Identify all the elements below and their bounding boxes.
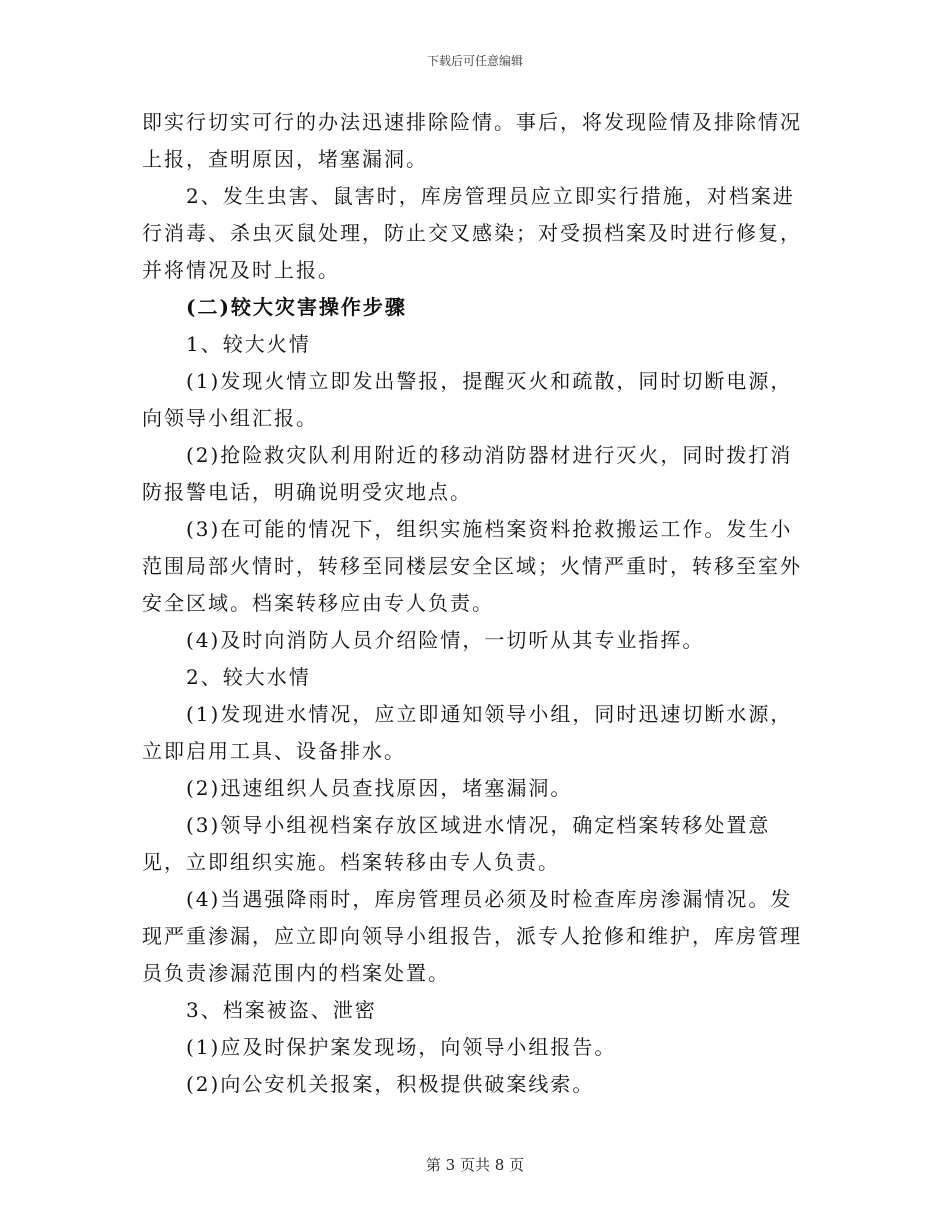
paragraph: (1)应及时保护案发现场，向领导小组报告。 — [186, 1035, 617, 1059]
paragraph: (2)抢险救灾队利用附近的移动消防器材进行灭火，同时拨打消防报警电话，明确说明受灾地点。 — [142, 443, 793, 504]
paragraph: (3)在可能的情况下，组织实施档案资料抢救搬运工作。发生小范围局部火情时，转移至同楼层安全区域；火情严重时，转移至室外安全区域。档案转移应由专人负责。 — [142, 517, 802, 615]
paragraph: (3)领导小组视档案存放区域进水情况，确定档案转移处置意见，立即组织实施。档案转移由专人负责。 — [142, 813, 771, 874]
paragraph: (4)当遇强降雨时，库房管理员必须及时检查库房渗漏情况。发现严重渗漏，应立即向领导小组报告，派专人抢修和维护，库房管理员负责渗漏范围内的档案处置。 — [142, 887, 802, 985]
paragraph: 2、发生虫害、鼠害时，库房管理员应立即实行措施，对档案进行消毒、杀虫灭鼠处理，防止交叉感染；对受损档案及时进行修复，并将情况及时上报。 — [142, 184, 802, 282]
subsection-heading: 3、档案被盗、泄密 — [186, 998, 377, 1022]
paragraph: (2)向公安机关报案，积极提供破案线索。 — [186, 1072, 595, 1096]
subsection-heading: 1、较大火情 — [186, 332, 311, 356]
page-number: 第 3 页共 8 页 — [425, 1156, 525, 1174]
paragraph: (1)发现进水情况，应立即通知领导小组，同时迅速切断水源，立即启用工具、设备排水。 — [142, 702, 793, 763]
paragraph: (1)发现火情立即发出警报，提醒灭火和疏散，同时切断电源，向领导小组汇报。 — [142, 369, 793, 430]
page-header-note: 下载后可任意编辑 — [426, 54, 523, 68]
paragraph: 即实行切实可行的办法迅速排除险情。事后，将发现险情及排除情况上报，查明原因，堵塞漏洞。 — [142, 110, 802, 171]
section-heading: (二)较大灾害操作步骤 — [186, 295, 407, 319]
subsection-heading: 2、较大水情 — [186, 665, 311, 689]
paragraph: (2)迅速组织人员查找原因，堵塞漏洞。 — [186, 776, 573, 800]
document-body — [142, 104, 810, 1103]
paragraph: (4)及时向消防人员介绍险情，一切听从其专业指挥。 — [186, 628, 705, 652]
